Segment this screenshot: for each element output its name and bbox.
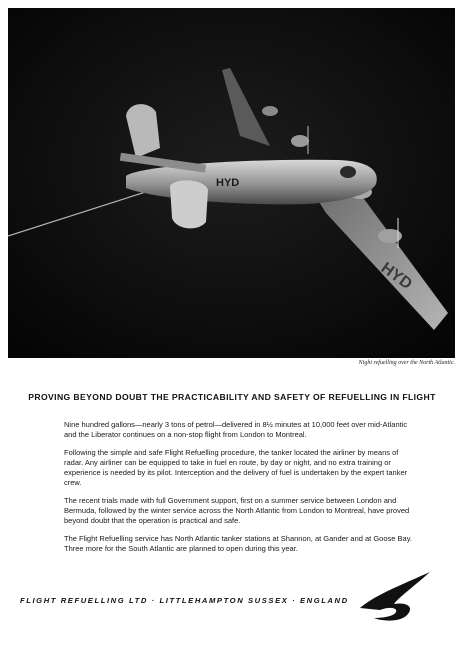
paragraph: Nine hundred gallons—nearly 3 tons of petrol—delivered in 8½ minutes at 10,000 feet over mid-Atlantic and the Liberator continues on a non-stop flight from London to Montreal.: [64, 420, 408, 440]
aircraft-photo: [8, 8, 455, 358]
headline: PROVING BEYOND DOUBT THE PRACTICABILITY AND SAFETY OF REFUELLING IN FLIGHT: [28, 392, 436, 402]
paragraph: Following the simple and safe Flight Refuelling procedure, the tanker located the airliner by means of radar. Any airliner can be equipped to take in fuel en route, by day or night, and no extra training or experience is needed by its pilot. Interception and the delivery of fuel is undertaken by the expert tanker crew.: [64, 447, 408, 488]
paragraph: The Flight Refuelling service has North Atlantic tanker stations at Shannon, at Gander and at Goose Bay. Three more for the South Atlantic are planned to open during this year.: [64, 533, 412, 553]
body-copy: [64, 420, 418, 561]
paragraph: The recent trials made with full Government support, first on a summer service between London and Bermuda, followed by the winter service across the North Atlantic from London to Montreal, have proved beyond doubt that the operation is practical and safe.: [64, 495, 410, 526]
company-footer: FLIGHT REFUELLING LTD · LITTLEHAMPTON SUSSEX · ENGLAND: [20, 596, 349, 605]
company-logo: [354, 568, 434, 624]
liberator-aircraft-illustration: [8, 8, 455, 358]
wing-marking: HYD: [377, 259, 415, 294]
photo-caption: Night refuelling over the North Atlantic.: [358, 360, 455, 366]
fuselage-marking: HYD: [216, 177, 240, 189]
